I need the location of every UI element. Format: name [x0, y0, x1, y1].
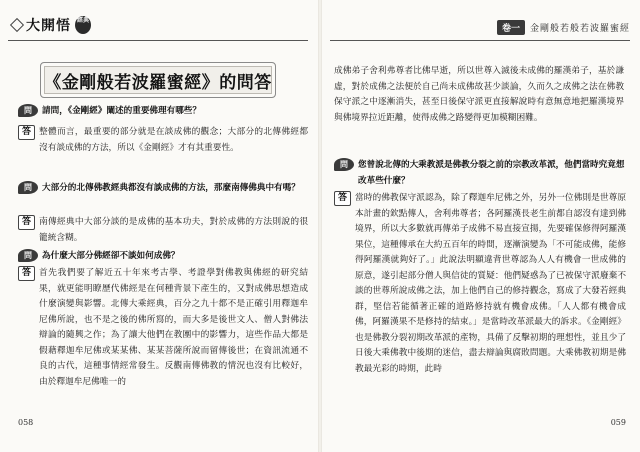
answer-text: 南傳經典中大部分談的是成佛的基本功夫，對於成佛的方法則說的很籠統含糊。	[39, 217, 308, 243]
question-block	[334, 158, 626, 189]
page-number-left: 058	[18, 418, 34, 427]
question-block	[18, 104, 308, 120]
book-gutter	[318, 0, 322, 452]
answer-marker-icon: 答	[18, 215, 35, 230]
question-marker-icon: 問	[18, 249, 38, 262]
answer-block	[18, 125, 308, 156]
chapter-header	[497, 20, 630, 35]
answer-marker-icon: 答	[18, 266, 35, 281]
header-rule-left	[8, 40, 308, 41]
question-marker-icon: 問	[334, 158, 354, 171]
question-marker-icon: 問	[18, 181, 38, 194]
answer-block	[18, 215, 308, 246]
question-marker-icon: 問	[18, 104, 38, 117]
answer-marker-icon: 答	[18, 125, 35, 140]
question-text: 請問，《金剛經》闡述的重要佛理有哪些？	[42, 106, 201, 116]
brand-title: 大開悟	[26, 18, 71, 34]
question-text: 您曾說北傳的大乘教派是佛教分裂之前的宗教改革派，他們當時究竟想改革些什麼？	[358, 160, 625, 186]
answer-text: 整體而言，最重要的部分就是在談成佛的觀念；大部分的北傳佛經都沒有談成佛的方法，所以《金剛經》才有其重要性。	[39, 127, 308, 153]
answer-marker-icon: 答	[334, 191, 351, 206]
question-text: 為什麼大部分佛經卻不談如何成佛？	[42, 251, 180, 261]
brand-header	[8, 14, 91, 36]
chapter-tag: 卷一	[497, 20, 525, 35]
answer-block	[18, 266, 308, 390]
question-block	[18, 249, 308, 265]
diamond-ornament-icon	[10, 18, 24, 32]
answer-text: 首先我們要了解近五十年來考古學、考證學對佛教與佛經的研究結果，就更能明瞭歷代佛經是在何種背景下產生的，又對成佛思想造成什麼演變與影響。北傳大乘經典，百分之九十都不是正確引用釋迦牟尼佛所說，也不是之後的佛所寫的，而大多是後世文人、僧人對佛法辯論的隨興之作；為了讓大他們在教團中的影響力，這些作品大都是假藉釋迦牟尼佛或某某佛、某某菩薩所說而留傳後世；在資訊流通不良的古代，這種事情經常發生。反觀南傳佛教的情況也沒有比較好，由於釋迦牟尼佛唯一的	[39, 268, 308, 387]
chapter-title: 金剛般若般若波羅蜜經	[529, 24, 630, 34]
section-title-banner	[40, 62, 276, 98]
question-text: 大部分的北傳佛教經典都沒有談成佛的方法，那麼南傳佛典中有嗎？	[42, 183, 300, 193]
answer-text: 當時的佛教保守派認為，除了釋迦牟尼佛之外，另外一位佛則是世尊原本計畫的欽點傳人，舍利弗尊者；各阿羅漢長老生前都自認沒有達到佛境界，所以大多數就再傳弟子成佛不易直接宣揚，先要確保修得阿羅漢果位，這種傳承在大約五百年的時間，逐漸演變為「不可能成佛，能修得阿羅漢就夠好了。」此說法明顯違背世尊認為人人有機會一世成佛的原意，遂引起部分僧人與信徒的質疑：他們疑惑為了已被保守派廢棄不談的世尊所說成佛之法，加上他們自己的修持觀念，寫成了大發若經典群，堅信若能循著正確的道路修持就有機會成佛。「人人都有機會成佛，阿羅漢果不是修持的結束。」是當時改革派最大的訴求。《金剛經》也是佛教分裂初期改革派的產物，具備了反擊初期的理想性，並且少了日後大乘佛教中後期的迷信，盡去辯論與腐敗問題。大乘佛教初期是佛教最光彩的時期，此時	[355, 193, 626, 374]
page-number-right: 059	[610, 418, 626, 427]
continued-paragraph: 成佛弟子舍利弗尊者比佛早逝，所以世尊入滅後未成佛的羅漢弟子，基於謙虛，對於成佛之法便於自己尚未成佛故甚少談論，久而久之成佛之法在佛教保守派之中逐漸消失，甚至日後保守派更直接解說時有意無意地把羅漢境界與佛境界拉近距離，使得成佛之路變得更加模糊困難。	[334, 66, 624, 123]
header-rule-right	[330, 40, 630, 41]
section-title: 《金剛般若波羅蜜經》的問答	[44, 72, 272, 93]
answer-block	[334, 191, 626, 377]
question-block	[18, 181, 308, 197]
brand-badge: 經典	[75, 16, 91, 34]
